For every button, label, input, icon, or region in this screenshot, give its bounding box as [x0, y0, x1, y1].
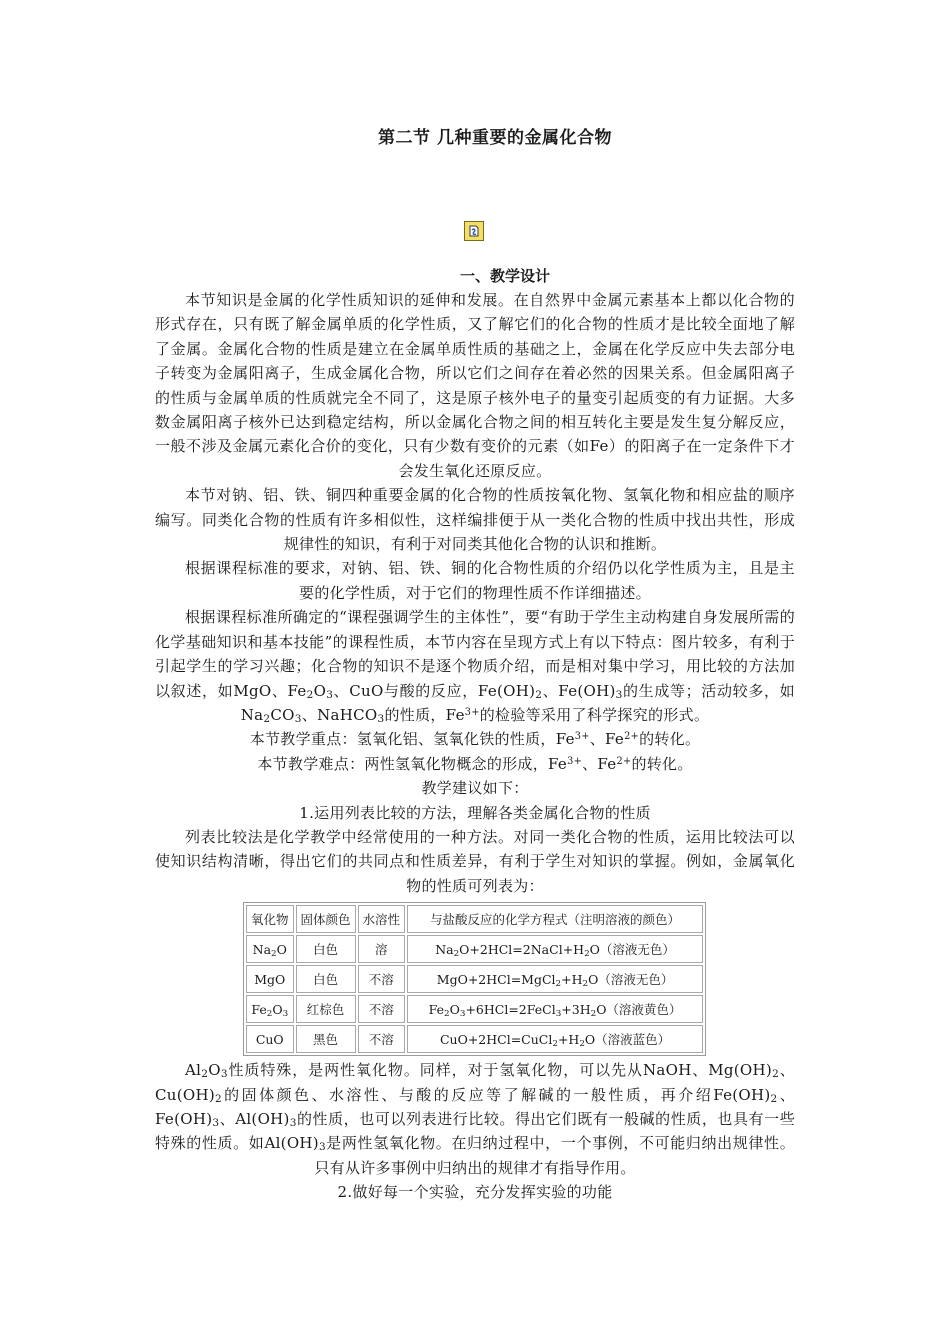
paragraph-arrangement: 本节对钠、铝、铁、铜四种重要金属的化合物的性质按氧化物、氢氧化物和相应盐的顺序编写。同类化合物的性质有许多相似性，这样编排便于从一类化合物的性质中找出共性，形成规律性的知识，有利于对同类其他化合物的认识和推断。 [155, 486, 795, 554]
equation-cell: $CuO+2HCl=CuCl_2+H_2O$（溶液蓝色） [407, 1025, 703, 1053]
table-row [246, 1025, 703, 1053]
column-header: 与盐酸反应的化学方程式（注明溶液的颜色） [407, 905, 703, 933]
equation-cell: $Fe_2O_3+6HCl=2FeCl_3+3H_2O$（溶液黄色） [407, 995, 703, 1023]
suggestion-item-1: 1.运用列表比较的方法，理解各类金属化合物的性质 [299, 803, 651, 822]
paragraph-standard: 根据课程标准的要求，对钠、铝、铁、铜的化合物性质的介绍仍以化学性质为主，且是主要的化学性质，对于它们的物理性质不作详细描述。 [185, 559, 795, 602]
paragraph-comparison: 列表比较法是化学教学中经常使用的一种方法。对同一类化合物的性质，运用比较法可以使知识结构清晰，得出它们的共同点和性质差异，有利于学生对知识的掌握。例如，金属氧化物的性质可列表为： [155, 827, 795, 895]
color-cell: 红棕色 [296, 995, 356, 1023]
solubility-cell: 不溶 [358, 965, 406, 993]
paragraph-features: 根据课程标准所确定的“课程强调学生的主体性”，要“有助于学生主动构建自身发展所需的化学基础知识和基本技能”的课程性质，本节内容在呈现方式上有以下特点：图片较多，有利于引起学生的学习兴趣；化合物的知识不是逐个物质介绍，而是相对集中学习，用比较的方法加以叙述，如MgO、$Fe_2O_3$、CuO与酸的反应，$Fe(OH)_2$、$Fe(OH)_3$的生成等；活动较多，如$Na_2CO_3$、NaHCO$_3$的性质，$Fe^{3+}$的检验等采用了科学探究的形式。 [155, 608, 795, 725]
teaching-focus: 本节教学重点：氢氧化铝、氢氧化铁的性质，$Fe^{3+}$、$Fe^{2+}$的转化。 [249, 730, 701, 749]
column-header: 固体颜色 [296, 905, 356, 933]
oxide-properties-table [243, 902, 706, 1056]
table-row [246, 965, 703, 993]
equation-cell: $MgO+2HCl=MgCl_2+H_2O$（溶液无色） [407, 965, 703, 993]
suggestions-heading: 教学建议如下： [421, 779, 529, 798]
oxide-cell: $Fe_2O_3$ [246, 995, 294, 1023]
column-header: 水溶性 [358, 905, 406, 933]
color-cell: 白色 [296, 935, 356, 963]
oxide-cell: MgO [246, 965, 294, 993]
solubility-cell: 不溶 [358, 1025, 406, 1053]
page-title: 第二节 几种重要的金属化合物 [378, 128, 612, 148]
document-body [155, 264, 795, 1205]
paragraph-hydroxides: $Al_2O_3$性质特殊，是两性氧化物。同样，对于氢氧化物，可以先从NaOH、$Mg(OH)_2$、$Cu(OH)_2$的固体颜色、水溶性、与酸的反应等了解碱的一般性质，再介绍$Fe(OH)_2$、$Fe(OH)_3$、$Al(OH)_3$的性质，也可以列表进行比较。得出它们既有一般碱的性质，也具有一些特殊的性质。如$Al(OH)_3$是两性氢氧化物。在归纳过程中，一个事例，不可能归纳出规律性。只有从许多事例中归纳出的规律才有指导作用。 [155, 1061, 795, 1177]
paragraph-intro: 本节知识是金属的化学性质知识的延伸和发展。在自然界中金属元素基本上都以化合物的形式存在，只有既了解金属单质的化学性质，又了解它们的化合物的性质才是比较全面地了解了金属。金属化合物的性质是建立在金属单质性质的基础之上，金属在化学反应中失去部分电子转变为金属阳离子，生成金属化合物，所以它们之间存在着必然的因果关系。但金属阳离子的性质与金属单质的性质就完全不同了，这是原子核外电子的量变引起质变的有力证据。大多数金属阳离子核外已达到稳定结构，所以金属化合物之间的相互转化主要是发生复分解反应，一般不涉及金属元素化合价的变化，只有少数有变价的元素（如Fe）的阳离子在一定条件下才会发生氧化还原反应。 [155, 291, 795, 480]
table-row [246, 935, 703, 963]
section-heading: 一、教学设计 [459, 267, 550, 285]
oxide-cell: CuO [246, 1025, 294, 1053]
color-cell: 白色 [296, 965, 356, 993]
table-row [246, 995, 703, 1023]
solubility-cell: 溶 [358, 935, 406, 963]
oxide-cell: $Na_2O$ [246, 935, 294, 963]
table-header-row [246, 905, 703, 933]
color-cell: 黑色 [296, 1025, 356, 1053]
equation-cell: $Na_2O+2HCl=2NaCl+H_2O$（溶液无色） [407, 935, 703, 963]
solubility-cell: 不溶 [358, 995, 406, 1023]
teaching-difficulty: 本节教学难点：两性氢氧化物概念的形成，$Fe^{3+}$、$Fe^{2+}$的转化。 [257, 754, 693, 773]
document-embed-icon[interactable] [464, 221, 484, 241]
suggestion-item-2: 2.做好每一个实验，充分发挥实验的功能 [337, 1183, 613, 1202]
column-header: 氧化物 [246, 905, 294, 933]
